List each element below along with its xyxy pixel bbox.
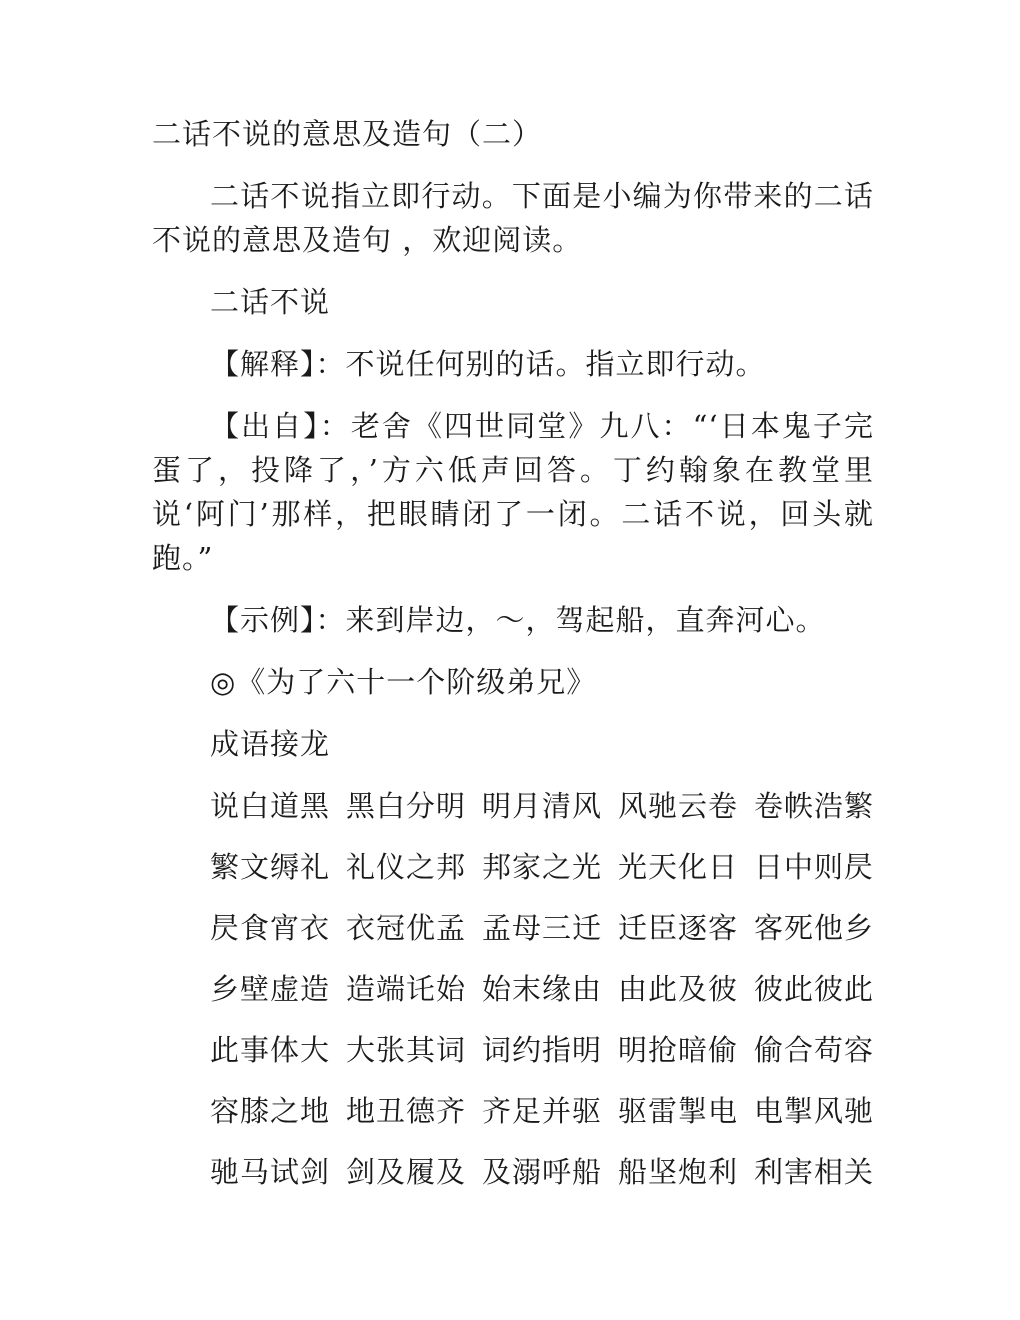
chain-idiom: 日中则昃 — [753, 850, 874, 884]
chain-idiom: 迁臣逐客 — [617, 911, 738, 945]
document-title: 二话不说的意思及造句（二） — [152, 117, 543, 151]
source-paragraph — [152, 404, 874, 580]
chain-idiom: 驱雷掣电 — [617, 1094, 738, 1128]
chain-idiom: 孟母三迁 — [481, 911, 602, 945]
chain-row — [210, 1150, 874, 1194]
example-paragraph — [152, 598, 874, 642]
explanation-text: ：不说任何别的话。指立即行动。 — [315, 347, 766, 381]
chain-idiom: 船坚炮利 — [617, 1155, 738, 1189]
chain-idiom: 齐足并驱 — [481, 1094, 602, 1128]
chain-row — [210, 1089, 874, 1133]
chain-idiom: 明抢暗偷 — [617, 1033, 738, 1067]
example-text: ：来到岸边，～，驾起船，直奔河心。 — [315, 603, 826, 637]
example-label: 【示例】 — [210, 603, 316, 637]
source-text: ：老舍《四世同堂》九八：“‘日本鬼子完蛋了，投降了，’方六低声回答。丁约翰象在教堂里说‘阿门’那样，把眼睛闭了一闭。二话不说，回头就跑。” — [152, 409, 874, 575]
chain-idiom: 卷帙浩繁 — [753, 789, 874, 823]
chain-idiom: 及溺呼船 — [481, 1155, 602, 1189]
chain-idiom: 地丑德齐 — [345, 1094, 466, 1128]
chain-row — [210, 906, 874, 950]
chain-idiom: 由此及彼 — [617, 972, 738, 1006]
chain-idiom: 乡壁虚造 — [210, 972, 331, 1006]
chain-idiom: 邦家之光 — [481, 850, 602, 884]
chain-idiom: 电掣风驰 — [753, 1094, 874, 1128]
term-heading: 二话不说 — [210, 285, 331, 319]
chain-idiom: 剑及履及 — [345, 1155, 466, 1189]
chain-idiom: 容膝之地 — [210, 1094, 331, 1128]
chain-idiom: 光天化日 — [617, 850, 738, 884]
chain-idiom: 明月清风 — [481, 789, 602, 823]
idiom-chain-grid — [210, 784, 874, 1194]
chain-idiom: 造端讬始 — [345, 972, 466, 1006]
chain-idiom: 此事体大 — [210, 1033, 331, 1067]
chain-idiom: 说白道黑 — [210, 789, 331, 823]
chain-idiom: 大张其词 — [345, 1033, 466, 1067]
chain-row — [210, 784, 874, 828]
example-source: ◎《为了六十一个阶级弟兄》 — [210, 665, 597, 699]
chain-heading: 成语接龙 — [210, 727, 331, 761]
chain-idiom: 彼此彼此 — [753, 972, 874, 1006]
chain-idiom: 风驰云卷 — [617, 789, 738, 823]
chain-idiom: 黑白分明 — [345, 789, 466, 823]
chain-idiom: 利害相关 — [753, 1155, 874, 1189]
intro-paragraph: 二话不说指立即行动。下面是小编为你带来的二话不说的意思及造句 ，欢迎阅读。 — [152, 179, 874, 257]
source-label: 【出自】 — [210, 409, 320, 443]
chain-idiom: 繁文缛礼 — [210, 850, 331, 884]
chain-idiom: 偷合苟容 — [753, 1033, 874, 1067]
chain-row — [210, 1028, 874, 1072]
chain-idiom: 礼仪之邦 — [345, 850, 466, 884]
chain-idiom: 衣冠优孟 — [345, 911, 466, 945]
chain-idiom: 驰马试剑 — [210, 1155, 331, 1189]
chain-idiom: 客死他乡 — [753, 911, 874, 945]
document-page — [152, 112, 874, 1211]
chain-idiom: 昃食宵衣 — [210, 911, 331, 945]
explanation-paragraph — [152, 342, 874, 386]
chain-idiom: 词约指明 — [481, 1033, 602, 1067]
chain-row — [210, 845, 874, 889]
chain-row — [210, 967, 874, 1011]
explanation-label: 【解释】 — [210, 347, 316, 381]
chain-idiom: 始末缘由 — [481, 972, 602, 1006]
